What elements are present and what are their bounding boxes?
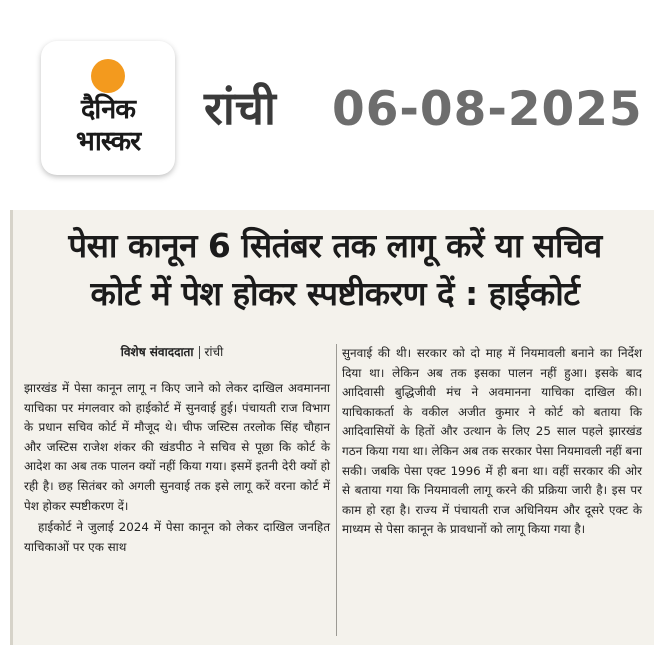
byline-divider [199,346,200,359]
logo-text-bhaskar: भास्कर [75,126,141,157]
edition-city: रांची [204,81,276,135]
edition-header [0,0,654,200]
logo-text-dainik: दैनिक [80,94,136,125]
article-paragraph-1: झारखंड में पेसा कानून लागू न किए जाने को लेकर दाखिल अवमानना याचिका पर मंगलवार को हाईकोर्ट में सुनवाई हुई। पंचायती राज विभाग के प्रधान सचिव कोर्ट में मौजूद थे। चीफ जस्टिस तरलोक सिंह चौहान और जस्टिस राजेश शंकर की खंडपीठ ने सचिव से पूछा कि कोर्ट के आदेश का अब तक पालन क्यों नहीं किया गया। इसमें इतनी देरी क्यों हो रही है। छह सितंबर को अगली सुनवाई तक इसे लागू करें वरना कोर्ट में पेश होकर स्पष्टीकरण दें। [24,381,330,513]
clipping-edge [10,210,13,645]
column-divider [336,344,337,636]
byline-author: विशेष संवाददाता [120,345,194,359]
article-column-left [24,379,330,557]
article-paragraph-2: हाईकोर्ट ने जुलाई 2024 में पेसा कानून को लेकर दाखिल जनहित याचिकाओं पर एक साथ [24,520,330,554]
dainik-bhaskar-logo[interactable] [41,41,175,175]
sun-icon [91,59,125,93]
edition-date: 06-08-2025 [332,82,643,137]
byline-place: रांची [204,345,224,359]
article-byline [24,342,320,362]
article-column-right [342,344,642,540]
article-paragraph-3: सुनवाई की थी। सरकार को दो माह में नियमावली बनाने का निर्देश दिया था। लेकिन अब तक इसका पालन नहीं हुआ। इसके बाद आदिवासी बुद्धिजीवी मंच ने अवमानना याचिका दाखिल की। याचिकाकर्ता के वकील अजीत कुमार ने कोर्ट को बताया कि आदिवासियों के हितों और उत्थान के लिए 25 साल पहले झारखंड गठन किया गया था। लेकिन अब तक सरकार पेसा नियमावली नहीं बना सकी। जबकि पेसा एक्ट 1996 में ही बना था। वहीं सरकार की ओर से बताया गया कि नियमावली लागू करने की प्रक्रिया जारी है। इस पर काम हो रहा है। राज्य में पंचायती राज अधिनियम और दूसरे एक्ट के माध्यम से पेसा कानून के प्रावधानों को लागू किया गया है। [342,346,642,537]
article-headline [24,222,646,318]
headline-line-1: पेसा कानून 6 सितंबर तक लागू करें या सचिव [68,226,602,265]
headline-line-2: कोर्ट में पेश होकर स्पष्टीकरण दें : हाईकोर्ट [90,274,580,313]
